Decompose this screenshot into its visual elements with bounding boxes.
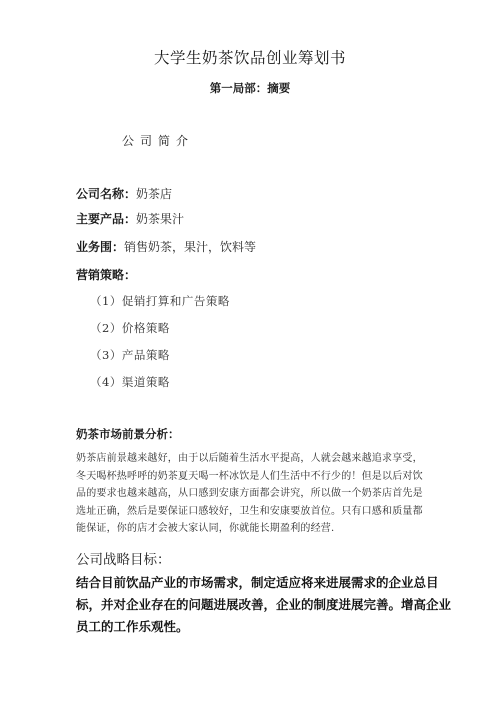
paragraph-line: 结合目前饮品产业的市场需求，制定适应将来进展需求的企业总目 [76, 575, 439, 590]
marketing-strategy-item: （2）价格策略 [90, 321, 170, 335]
marketing-strategy-item: （3）产品策略 [90, 348, 170, 362]
business-scope-row [76, 238, 256, 255]
paragraph-line: 员工的工作乐观性。 [76, 619, 189, 634]
main-product-value: 奶茶果汁 [136, 212, 185, 226]
paragraph-line: 能保证，你的店才会被大家认同，你就能长期盈利的经营. [76, 523, 335, 534]
company-intro-heading: 公司简介 [122, 134, 195, 148]
business-scope-value: 销售奶茶，果汁，饮料等 [124, 240, 257, 254]
section-heading: 第一局部：摘要 [209, 81, 291, 95]
paragraph-line: 冬天喝杯热呼呼的奶茶夏天喝一杯冰饮是人们生活中不行少的！但是以后对饮 [76, 470, 423, 482]
market-outlook-heading: 奶茶市场前景分析： [76, 427, 180, 441]
strategy-goal-paragraph [76, 572, 452, 638]
main-product-row [76, 210, 184, 227]
marketing-strategy-item: （1）促销打算和广告策略 [90, 294, 230, 308]
paragraph-line: 品的要求也越来越高，从口感到安康方面都会讲究，所以做一个奶茶店首先是 [76, 488, 423, 499]
paragraph-line: 奶茶店前景越来越好，由于以后随着生活水平提高，人就会越来越追求享受， [76, 453, 423, 464]
marketing-strategy-item: （4）渠道策略 [90, 375, 170, 389]
market-outlook-paragraph [76, 450, 428, 538]
company-name-row [76, 185, 172, 202]
document-title: 大学生奶茶饮品创业筹划书 [153, 49, 346, 67]
main-product-label: 主要产品： [76, 212, 137, 226]
strategy-goal-heading: 公司战略目标： [76, 552, 171, 568]
paragraph-line: 选址正确，然后是要保证口感较好，卫生和安康要放首位。只有口感和质量都 [76, 505, 423, 517]
company-name-label: 公司名称： [76, 187, 137, 201]
marketing-strategy-label: 营销策略： [76, 268, 137, 282]
paragraph-line: 标，并对企业存在的问题进展改善，企业的制度进展完善。增高企业 [76, 597, 452, 612]
company-name-value: 奶茶店 [136, 187, 173, 201]
business-scope-label: 业务围： [76, 240, 125, 254]
